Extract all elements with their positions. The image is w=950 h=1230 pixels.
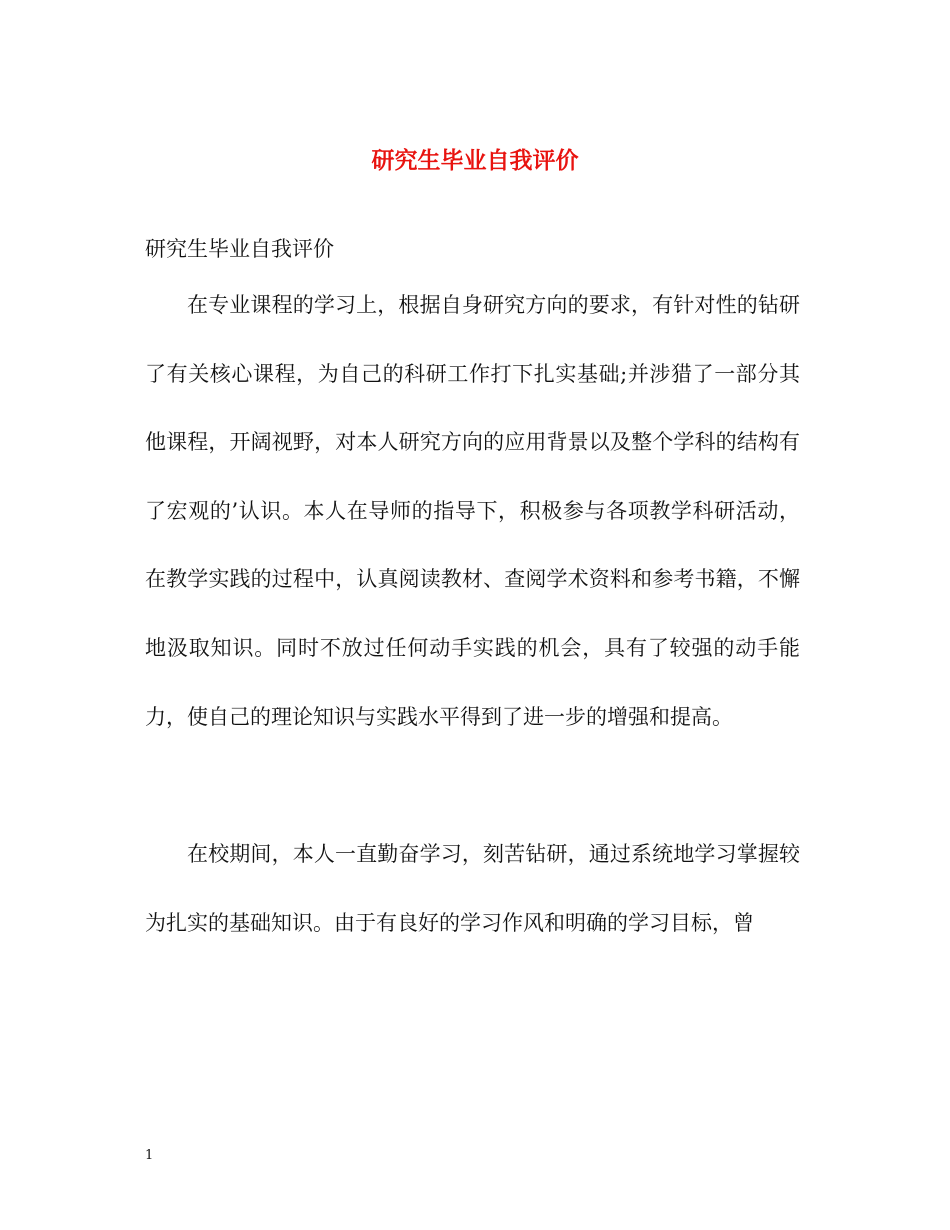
page-number: 1 — [145, 1148, 154, 1163]
body-paragraph-2: 在校期间，本人一直勤奋学习，刻苦钻研，通过系统地学习掌握较为扎实的基础知识。由于有良好的学习作风和明确的学习目标，曾 — [145, 842, 800, 935]
document-title: 研究生毕业自我评价 — [371, 147, 579, 174]
body-paragraph-1: 在专业课程的学习上，根据自身研究方向的要求，有针对性的钻研了有关核心课程，为自己的科研工作打下扎实基础;并涉猎了一部分其他课程，开阔视野，对本人研究方向的应用背景以及整个学科的结构有了宏观的’认识。本人在导师的指导下，积极参与各项教学科研活动，在教学实践的过程中，认真阅读教材、查阅学术资料和参考书籍，不懈地汲取知识。同时不放过任何动手实践的机会，具有了较强的动手能力，使自己的理论知识与实践水平得到了进一步的增强和提高。 — [145, 293, 800, 729]
document-subtitle: 研究生毕业自我评价 — [145, 237, 334, 261]
